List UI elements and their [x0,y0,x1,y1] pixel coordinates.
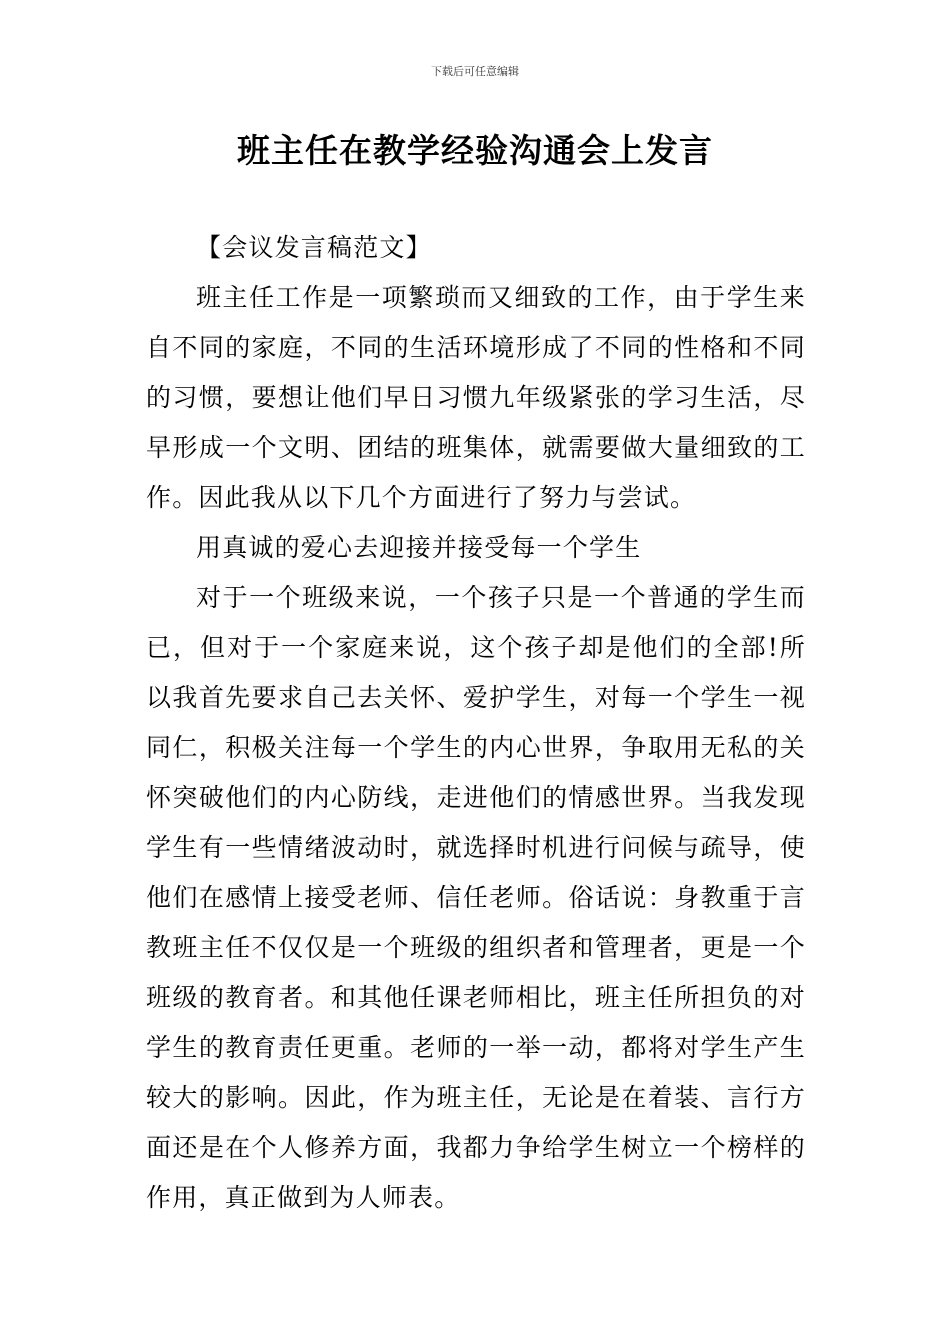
header-note: 下载后可任意编辑 [431,65,519,78]
paragraph-intro: 班主任工作是一项繁琐而又细致的工作，由于学生来自不同的家庭，不同的生活环境形成了不同的性格和不同的习惯，要想让他们早日习惯九年级紧张的学习生活，尽早形成一个文明、团结的班集体，就需要做大量细致的工作。因此我从以下几个方面进行了努力与尝试。 [146,283,806,512]
document-title: 班主任在教学经验沟通会上发言 [237,131,713,170]
paragraph-source-tag: 【会议发言稿范文】 [196,233,432,262]
document-body [146,223,806,1223]
paragraph-main: 对于一个班级来说，一个孩子只是一个普通的学生而已，但对于一个家庭来说，这个孩子却是他们的全部!所以我首先要求自己去关怀、爱护学生，对每一个学生一视同仁，积极关注每一个学生的内心世界，争取用无私的关怀突破他们的内心防线，走进他们的情感世界。当我发现学生有一些情绪波动时，就选择时机进行问候与疏导，使他们在感情上接受老师、信任老师。俗话说：身教重于言教班主任不仅仅是一个班级的组织者和管理者，更是一个班级的教育者。和其他任课老师相比，班主任所担负的对学生的教育责任更重。老师的一举一动，都将对学生产生较大的影响。因此，作为班主任，无论是在着装、言行方面还是在个人修养方面，我都力争给学生树立一个榜样的作用，真正做到为人师表。 [146,583,806,1212]
paragraph-subheading: 用真诚的爱心去迎接并接受每一个学生 [196,533,642,562]
